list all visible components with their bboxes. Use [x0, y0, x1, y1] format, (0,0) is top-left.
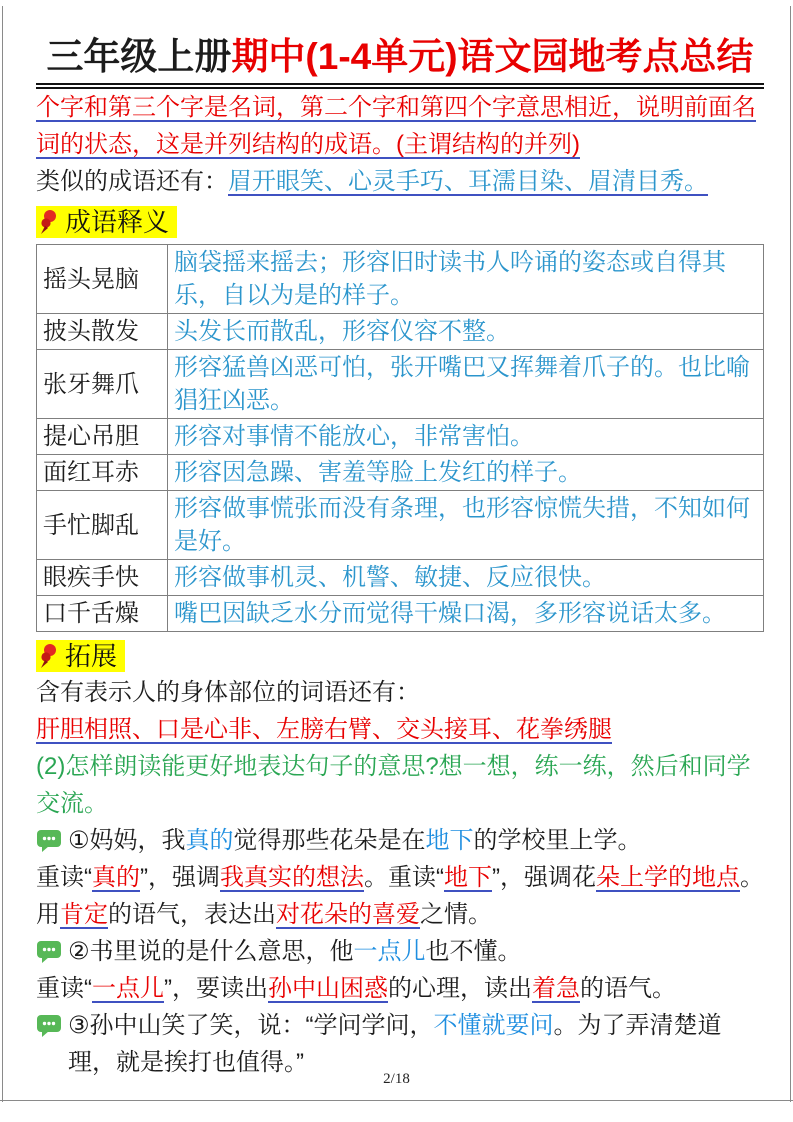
comment-bubble-icon: [36, 822, 63, 853]
page-number: 2/18: [383, 1071, 410, 1087]
idiom-definition-cell: 形容因急躁、害羞等脸上发红的样子。: [168, 455, 764, 491]
page-title-black-part: 三年级上册: [46, 36, 232, 77]
idiom-definition-table: [36, 244, 764, 632]
page-border-bottom: [0, 1100, 793, 1101]
idiom-term-cell: 摇头晃脑: [37, 245, 168, 314]
idiom-definition-cell: 脑袋摇来摇去；形容旧时读书人吟诵的姿态或自得其乐，自以为是的样子。: [168, 245, 764, 314]
table-row: [37, 350, 764, 419]
section-header-label: 拓展: [65, 641, 118, 671]
idiom-term-cell: 披头散发: [37, 314, 168, 350]
sentence-2: [36, 933, 764, 970]
idiom-definition-cell: 形容猛兽凶恶可怕，张开嘴巴又挥舞着爪子的。也比喻猖狂凶恶。: [168, 350, 764, 419]
sentence-3-text: ③孙中山笑了笑，说：“学问学问，不懂就要问。为了弄清楚道理，就是挨打也值得。”: [68, 1012, 722, 1076]
similar-idioms-line: 类似的成语还有：眉开眼笑、心灵手巧、耳濡目染、眉清目秀。: [36, 168, 708, 195]
sentence-3: [36, 1007, 764, 1081]
section-header-idiom-definitions: [36, 206, 177, 238]
body-parts-intro-line: 含有表示人的身体部位的词语还有：: [36, 679, 420, 706]
sentence-1: [36, 822, 764, 859]
table-row: [37, 560, 764, 596]
table-row: [37, 314, 764, 350]
section-header-label: 成语释义: [65, 207, 170, 237]
sentence-1-note: 重读“真的”，强调我真实的想法。重读“地下”，强调花朵上学的地点。用肯定的语气，表达出对花朵的喜爱之情。: [36, 864, 764, 928]
table-row: [37, 491, 764, 560]
table-row: [37, 596, 764, 632]
table-row: [37, 245, 764, 314]
pushpin-icon: [38, 209, 62, 235]
idiom-term-cell: 眼疾手快: [37, 560, 168, 596]
page-title: [36, 34, 764, 89]
idiom-definition-cell: 形容做事慌张而没有条理，也形容惊慌失措，不知如何是好。: [168, 491, 764, 560]
page-title-red-part: 期中(1-4单元)语文园地考点总结: [231, 36, 754, 77]
idiom-definition-cell: 头发长而散乱，形容仪容不整。: [168, 314, 764, 350]
idiom-definition-cell: 嘴巴因缺乏水分而觉得干燥口渴，多形容说话太多。: [168, 596, 764, 632]
idiom-definition-cell: 形容做事机灵、机警、敏捷、反应很快。: [168, 560, 764, 596]
sentence-2-note: 重读“一点儿”，要读出孙中山困惑的心理，读出着急的语气。: [36, 975, 676, 1002]
comment-bubble-icon: [36, 933, 63, 964]
body-parts-idioms-line: 肝胆相照、口是心非、左膀右臂、交头接耳、花拳绣腿: [36, 716, 612, 743]
sentence-1-text: ①妈妈，我真的觉得那些花朵是在地下的学校里上学。: [68, 827, 642, 854]
idiom-term-cell: 张牙舞爪: [37, 350, 168, 419]
page-border-right: [790, 6, 791, 1102]
idiom-term-cell: 口千舌燥: [37, 596, 168, 632]
page-border-left: [2, 6, 3, 1102]
table-row: [37, 455, 764, 491]
idiom-term-cell: 面红耳赤: [37, 455, 168, 491]
section-header-expansion: [36, 640, 125, 672]
reading-question: (2)怎样朗读能更好地表达句子的意思?想一想，练一练，然后和同学交流。: [36, 753, 751, 817]
pushpin-icon: [38, 643, 62, 669]
carryover-paragraph: 个字和第三个字是名词，第二个字和第四个字意思相近，说明前面名词的状态，这是并列结构的成语。(主谓结构的并列): [36, 94, 756, 158]
idiom-definition-cell: 形容对事情不能放心，非常害怕。: [168, 419, 764, 455]
table-row: [37, 419, 764, 455]
comment-bubble-icon: [36, 1007, 63, 1038]
idiom-term-cell: 提心吊胆: [37, 419, 168, 455]
sentence-2-text: ②书里说的是什么意思，他一点儿也不懂。: [68, 938, 522, 965]
idiom-term-cell: 手忙脚乱: [37, 491, 168, 560]
